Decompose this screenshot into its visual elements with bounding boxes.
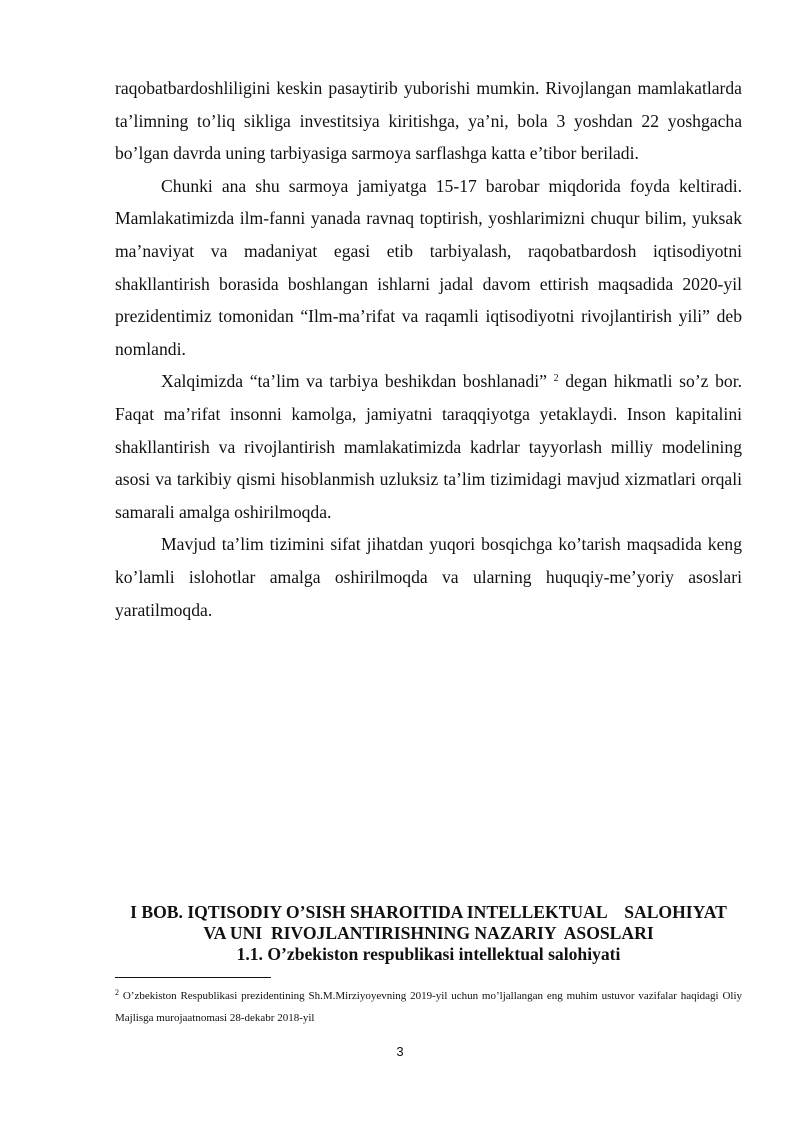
chapter-heading	[115, 902, 742, 965]
footnote-reference: 2	[553, 373, 559, 385]
footnote	[115, 985, 742, 1029]
page-number: 3	[396, 1044, 404, 1059]
footnote-divider	[115, 977, 271, 978]
paragraph-3-text-start: Xalqimizda “ta’lim va tarbiya beshikdan boshlanadi”	[161, 371, 547, 392]
footnote-text: O’zbekiston Respublikasi prezidentining Sh.M.Mirziyoyevning 2019-yil uchun mo’ljallangan eng muhim ustuvor vazifalar haqidagi Oliy Majlisga murojaatnomasi 28-dekabr 2018-yil	[115, 990, 742, 1024]
chapter-title-line-2: VA UNI RIVOJLANTIRISHNING NAZARIY ASOSLARI	[203, 923, 654, 943]
paragraph-3	[115, 365, 742, 528]
section-title: 1.1. O’zbekiston respublikasi intellektual salohiyati	[236, 944, 621, 964]
paragraph-4: Mavjud ta’lim tizimini sifat jihatdan yuqori bosqichga ko’tarish maqsadida keng ko’lamli islohotlar amalga oshirilmoqda va ularning huquqiy-me’yoriy asoslari yaratilmoqda.	[115, 534, 742, 620]
paragraph-3-text-end: degan hikmatli so’z bor. Faqat ma’rifat insonni kamolga, jamiyatni taraqqiyotga yetaklaydi. Inson kapitalini shakllantirish va rivojlantirish mamlakatimizda kadrlar tayyorlash milliy modelining asosi va tarkibiy qismi hisoblanmish uzluksiz ta’lim tizimidagi mavjud xizmatlari orqali samarali amalga oshirilmoqda.	[115, 371, 743, 522]
chapter-title-line-1: I BOB. IQTISODIY O’SISH SHAROITIDA INTELLEKTUAL SALOHIYAT	[130, 902, 727, 922]
paragraph-2: Chunki ana shu sarmoya jamiyatga 15-17 barobar miqdorida foyda keltiradi. Mamlakatimizda ilm-fanni yanada ravnaq toptirish, yoshlarimizni chuqur bilim, yuksak ma’naviyat va madaniyat egasi etib tarbiyalash, raqobatbardosh iqtisodiyotni shakllantirish borasida boshlangan ishlarni jadal davom ettirish maqsadida 2020-yil prezidentimiz tomonidan “Ilm-ma’rifat va raqamli iqtisodiyotni rivojlantirish yili” deb nomlandi.	[115, 175, 742, 359]
footnote-number: 2	[115, 988, 119, 997]
body-text	[115, 72, 742, 626]
paragraph-1: raqobatbardoshliligini keskin pasaytirib yuborishi mumkin. Rivojlangan mamlakatlarda ta’limning to’liq sikliga investitsiya kiritishga, ya’ni, bola 3 yoshdan 22 yoshgacha bo’lgan davrda uning tarbiyasiga sarmoya sarflashga katta e’tibor beriladi.	[115, 78, 742, 164]
